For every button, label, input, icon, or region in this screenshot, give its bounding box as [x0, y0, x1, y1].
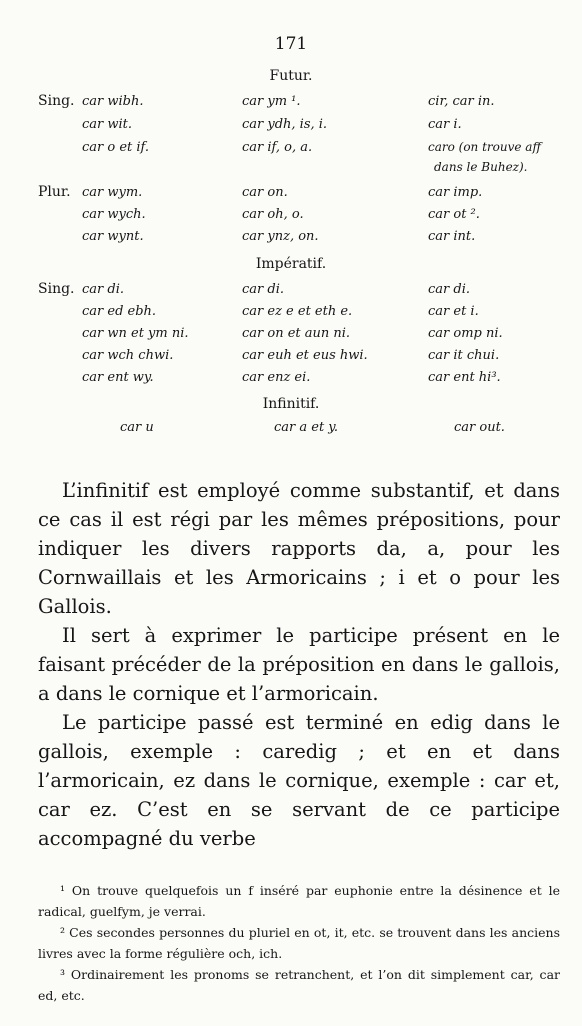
- imperatif-welsh-2: car ed ebh.: [82, 304, 157, 319]
- label-sing-imperatif: Sing.: [38, 281, 75, 297]
- futur-plur-welsh-3: car wynt.: [82, 229, 144, 244]
- footnotes: [38, 880, 560, 1006]
- paragraph-1: L’infinitif est employé comme substantif, et dans ce cas il est régi par les mêmes prépositions, pour indiquer les divers rapports da, a, pour les Cornwaillais et les Armoricains ; i et o pour les Gallois.: [38, 479, 560, 618]
- futur-sing-arm-2: car i.: [428, 117, 462, 132]
- futur-sing-corn-2: car ydh, is, i.: [242, 117, 328, 132]
- imperatif-welsh-4: car wch chwi.: [82, 348, 174, 363]
- imperatif-welsh-3: car wn et ym ni.: [82, 326, 189, 341]
- label-plur: Plur.: [38, 184, 71, 200]
- imperatif-arm-5: car ent hi³.: [428, 370, 501, 385]
- imperatif-corn-1: car di.: [242, 282, 284, 297]
- futur-plur-arm-3: car int.: [428, 229, 476, 244]
- infinitif-corn: car a et y.: [274, 420, 339, 435]
- heading-imperatif: Impératif.: [255, 256, 327, 272]
- futur-sing-corn-3: car if, o, a.: [242, 140, 313, 155]
- imperatif-welsh-5: car ent wy.: [82, 370, 154, 385]
- futur-plur-arm-1: car imp.: [428, 185, 483, 200]
- label-sing: Sing.: [38, 93, 75, 109]
- imperatif-corn-4: car euh et eus hwi.: [242, 348, 368, 363]
- heading-futur: Futur.: [269, 68, 313, 84]
- imperatif-arm-1: car di.: [428, 282, 470, 297]
- body-text: [38, 476, 560, 853]
- imperatif-arm-2: car et i.: [428, 304, 479, 319]
- imperatif-corn-5: car enz ei.: [242, 370, 311, 385]
- imperatif-arm-4: car it chui.: [428, 348, 500, 363]
- imperatif-welsh-1: car di.: [82, 282, 124, 297]
- paragraph-3: Le participe passé est terminé en edig dans le gallois, exemple : caredig ; et en et dans l’armoricain, ez dans le cornique, exemple : car et, car ez. C’est en se servant de ce participe accompagné du verbe: [38, 711, 560, 850]
- page-number: 171: [274, 34, 308, 54]
- futur-plur-corn-1: car on.: [242, 185, 288, 200]
- paragraph-2: Il sert à exprimer le participe présent en le faisant précéder de la préposition en dans le gallois, a dans le cornique et l’armoricain.: [38, 624, 560, 705]
- futur-plur-welsh-1: car wym.: [82, 185, 143, 200]
- futur-plur-corn-3: car ynz, on.: [242, 229, 319, 244]
- futur-sing-corn-1: car ym ¹.: [242, 94, 301, 109]
- imperatif-corn-2: car ez e et eth e.: [242, 304, 353, 319]
- futur-plur-corn-2: car oh, o.: [242, 207, 304, 222]
- footnote-3: ³ Ordinairement les pronoms se retranchent, et l’on dit simplement car, car ed, etc.: [38, 967, 560, 1003]
- footnote-1: ¹ On trouve quelquefois un f inséré par euphonie entre la désinence et le radical, guelfym, je verrai.: [38, 883, 560, 919]
- futur-plur-welsh-2: car wych.: [82, 207, 146, 222]
- futur-sing-arm-3: caro (on trouve aff: [428, 140, 541, 154]
- imperatif-corn-3: car on et aun ni.: [242, 326, 351, 341]
- infinitif-arm: car out.: [454, 420, 505, 435]
- imperatif-arm-3: car omp ni.: [428, 326, 503, 341]
- futur-sing-welsh-1: car wibh.: [82, 94, 144, 109]
- futur-sing-arm-1: cir, car in.: [428, 94, 495, 109]
- futur-sing-welsh-2: car wit.: [82, 117, 133, 132]
- footnote-2: ² Ces secondes personnes du pluriel en ot, it, etc. se trouvent dans les anciens livres avec la forme régulière och, ich.: [38, 925, 560, 961]
- heading-infinitif: Infinitif.: [262, 396, 320, 412]
- futur-plur-arm-2: car ot ².: [428, 207, 480, 222]
- infinitif-welsh: car u: [120, 420, 154, 435]
- futur-sing-welsh-3: car o et if.: [82, 140, 150, 155]
- futur-sing-arm-3-note: dans le Buhez).: [434, 160, 528, 174]
